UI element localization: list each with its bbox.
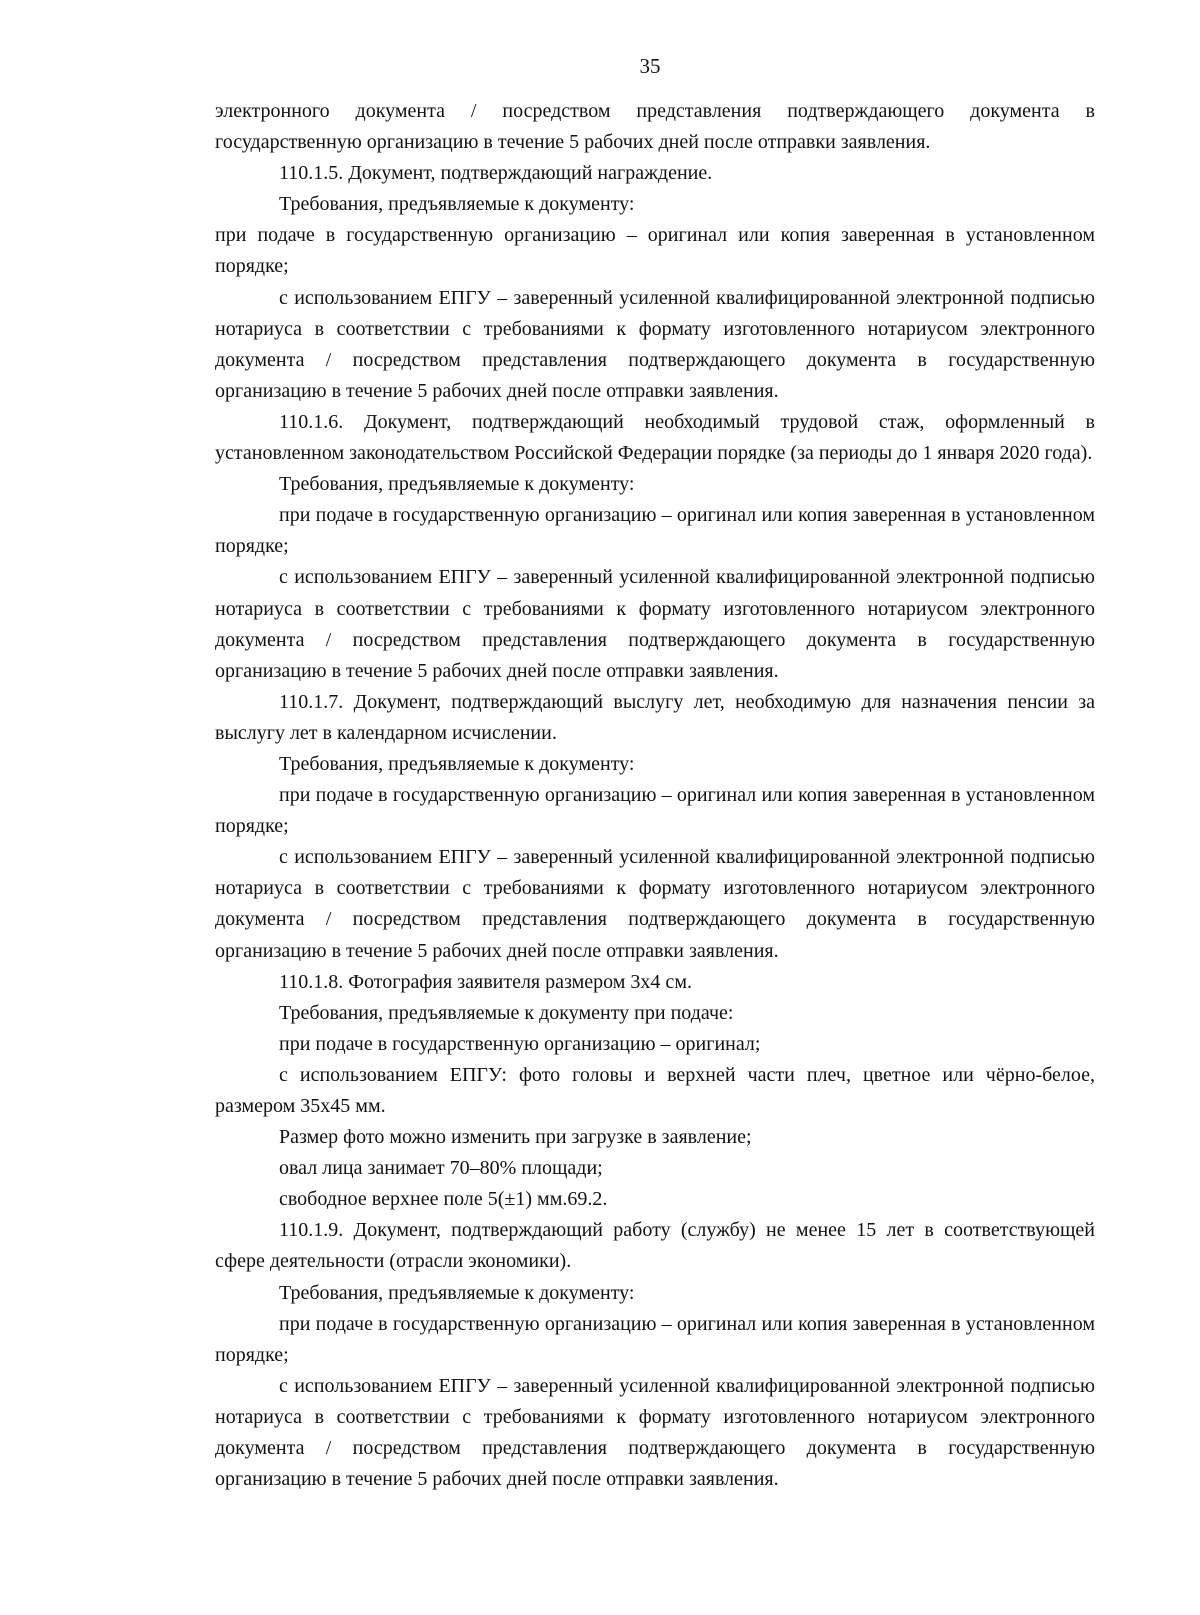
requirement-epgu: с использованием ЕПГУ – заверенный усиленной квалифицированной электронной подписью нотариуса в соответствии с требованиями к формату изготовленного нотариусом электронного документа / посредством представления подтверждающего документа в государственную организацию в течение 5 рабочих дней после отправки заявления. xyxy=(215,1374,1095,1491)
requirements-heading: Требования, предъявляемые к документу: xyxy=(279,752,635,775)
photo-requirement-face: овал лица занимает 70–80% площади; xyxy=(279,1157,603,1180)
section-heading-110-1-9: 110.1.9. Документ, подтверждающий работу (службу) не менее 15 лет в соответствующей сфере деятельности (отрасли экономики). xyxy=(215,1219,1095,1273)
requirements-heading: Требования, предъявляемые к документу: xyxy=(279,1281,635,1304)
requirement-in-person: при подаче в государственную организацию – оригинал или копия заверенная в установленном порядке; xyxy=(215,504,1095,558)
photo-requirement-resize: Размер фото можно изменить при загрузке в заявление; xyxy=(279,1126,752,1149)
requirements-heading: Требования, предъявляемые к документу при подаче: xyxy=(279,1001,734,1024)
requirement-in-person: при подаче в государственную организацию – оригинал или копия заверенная в установленном порядке; xyxy=(215,1312,1095,1366)
requirement-in-person: при подаче в государственную организацию – оригинал или копия заверенная в установленном порядке; xyxy=(215,224,1095,278)
requirement-in-person: при подаче в государственную организацию – оригинал; xyxy=(279,1032,761,1055)
page-number: 35 xyxy=(639,54,661,78)
requirements-heading: Требования, предъявляемые к документу: xyxy=(279,473,635,496)
requirement-epgu: с использованием ЕПГУ – заверенный усиленной квалифицированной электронной подписью нотариуса в соответствии с требованиями к формату изготовленного нотариусом электронного документа / посредством представления подтверждающего документа в государственную организацию в течение 5 рабочих дней после отправки заявления. xyxy=(215,286,1095,402)
photo-requirement-margin: свободное верхнее поле 5(±1) мм.69.2. xyxy=(279,1188,608,1211)
requirement-epgu: с использованием ЕПГУ – заверенный усиленной квалифицированной электронной подписью нотариуса в соответствии с требованиями к формату изготовленного нотариусом электронного документа / посредством представления подтверждающего документа в государственную организацию в течение 5 рабочих дней после отправки заявления. xyxy=(215,566,1095,682)
document-body xyxy=(215,96,1095,1495)
paragraph-continuation: электронного документа / посредством представления подтверждающего документа в государственную организацию в течение 5 рабочих дней после отправки заявления. xyxy=(215,100,1095,154)
section-heading-110-1-5: 110.1.5. Документ, подтверждающий награждение. xyxy=(279,162,713,185)
requirement-epgu: с использованием ЕПГУ – заверенный усиленной квалифицированной электронной подписью нотариуса в соответствии с требованиями к формату изготовленного нотариусом электронного документа / посредством представления подтверждающего документа в государственную организацию в течение 5 рабочих дней после отправки заявления. xyxy=(215,846,1095,962)
requirement-in-person: при подаче в государственную организацию – оригинал или копия заверенная в установленном порядке; xyxy=(215,784,1095,838)
section-heading-110-1-7: 110.1.7. Документ, подтверждающий выслугу лет, необходимую для назначения пенсии за выслугу лет в календарном исчислении. xyxy=(215,690,1095,744)
section-heading-110-1-8: 110.1.8. Фотография заявителя размером 3х4 см. xyxy=(279,970,692,993)
section-heading-110-1-6: 110.1.6. Документ, подтверждающий необходимый трудовой стаж, оформленный в установленном законодательством Российской Федерации порядке (за периоды до 1 января 2020 года). xyxy=(215,410,1095,465)
requirement-epgu: с использованием ЕПГУ: фото головы и верхней части плеч, цветное или чёрно-белое, размером 35х45 мм. xyxy=(215,1063,1095,1117)
requirements-heading: Требования, предъявляемые к документу: xyxy=(279,193,635,216)
